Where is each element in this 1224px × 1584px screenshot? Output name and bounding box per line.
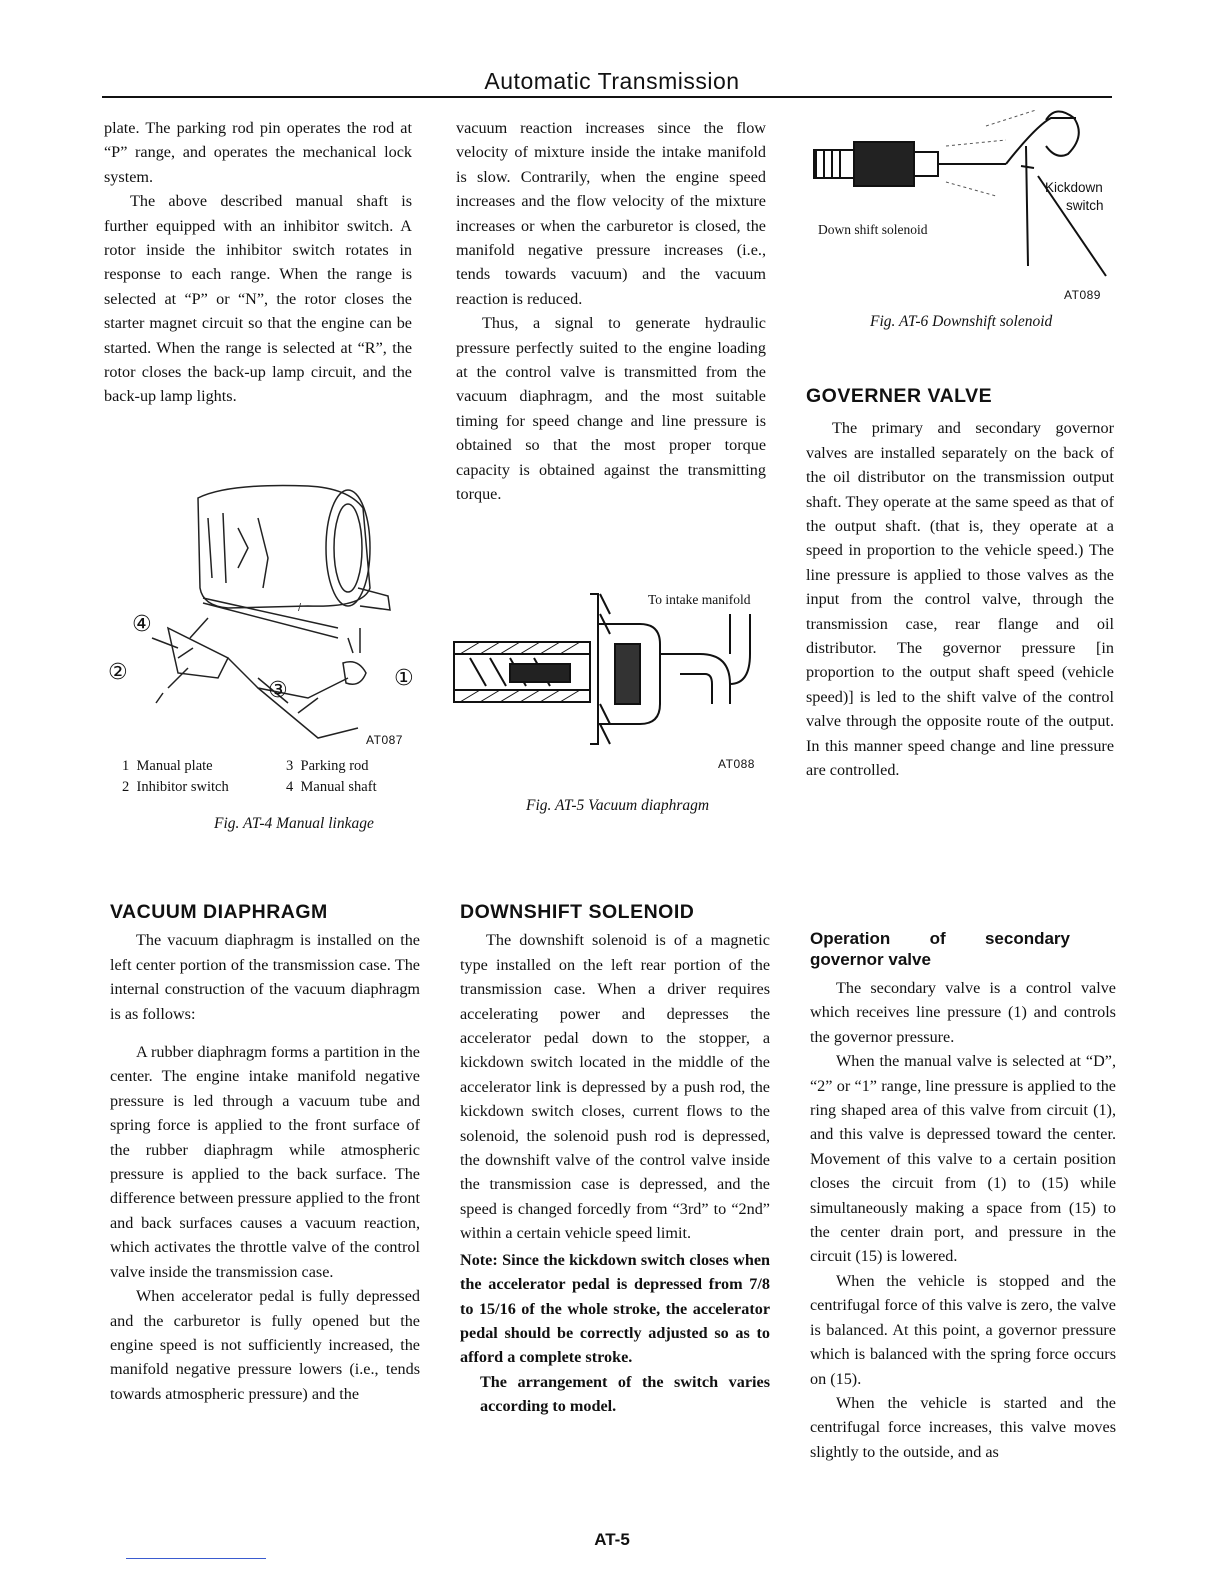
paragraph: vacuum reaction increases since the flow velocity of mixture inside the intake manifold is slow. Contrarily, when the engine speed increases and the flow velocity of the mixture increases or when the carburetor is closed, the manifold negative pressure increases (i.e., tends towards vacuum) and the vacuum reaction is reduced. [456, 119, 766, 308]
paragraph: When the vehicle is stopped and the centrifugal force of this valve is zero, the valve is balanced. At this point, a governor pressure which is balanced with the spring force occurs on (15). [810, 1271, 1116, 1388]
legend-item: 2 Inhibitor switch [122, 779, 229, 795]
label-to-intake-manifold: To intake manifold [648, 592, 751, 607]
paragraph: When accelerator pedal is fully depressed and the carburetor is fully opened but the engine speed is not sufficiently increased, the manifold negative pressure lowers (i.e., tends towards atmospheric pressure) and the [110, 1287, 420, 1403]
section-downshift-solenoid [460, 900, 770, 1419]
callout-2: ② [108, 659, 128, 684]
callout-3: ③ [268, 677, 288, 702]
figure-legend [122, 756, 450, 798]
header-rule [102, 96, 1112, 98]
subsection-secondary-governor [810, 928, 1116, 1464]
legend-row [122, 777, 450, 798]
legend-item: 4 Manual shaft [286, 779, 377, 795]
page-number: AT-5 [594, 1530, 630, 1549]
figure-manual-linkage [108, 478, 418, 748]
label-downshift-solenoid: Down shift solenoid [818, 222, 928, 237]
section-heading: GOVERNER VALVE [806, 385, 993, 407]
paragraph: The primary and secondary governor valves are installed separately on the back of the oil distributor on the transmission output shaft. They operate at the same speed as that of the output shaft. (that is, they operate at a speed in proportion to the vehicle speed.) The line pressure is applied to those valves as the input from the control valve, through the transmission case, rear flange and oil distributor. The governor pressure [in proportion to the output shaft speed (vehicle speed)] is led to the shift valve of the control valve through the opposite route of the output. In this manner speed change and line pressure are controlled. [806, 419, 1114, 780]
col1-top-text [104, 116, 412, 409]
paragraph: The vacuum diaphragm is installed on the left center portion of the transmission case. The internal construction of the vacuum diaphragm is as follows: [110, 931, 420, 1023]
paragraph: The above described manual shaft is further equipped with an inhibitor switch. A rotor inside the inhibitor switch rotates in response to each range. When the range is selected at “P” or “N”, the rotor closes the starter magnet circuit so that the engine can be started. When the range is selected at “R”, the rotor closes the back-up lamp circuit, and the back-up lamp lights. [104, 192, 412, 406]
section-heading: VACUUM DIAPHRAGM [110, 901, 328, 923]
note-paragraph [460, 1248, 770, 1370]
paragraph: The secondary valve is a control valve which receives line pressure (1) and controls the governor pressure. [810, 979, 1116, 1046]
note-label: Note: [460, 1250, 498, 1269]
legend-item: 1 Manual plate [122, 758, 213, 774]
section-vacuum-diaphragm [110, 900, 420, 1406]
figure-vacuum-diaphragm [450, 584, 780, 754]
callout-1: ① [394, 665, 414, 690]
section-governer-valve [806, 384, 1114, 783]
figure-code: AT088 [718, 757, 755, 771]
paragraph: Thus, a signal to generate hydraulic pressure perfectly suited to the engine loading at the control valve is transmitted from the vacuum diaphragm, and the most suitable timing for speed change and line pressure is obtained so that the most proper torque capacity is obtained against the transmitting torque. [456, 314, 766, 504]
paragraph: The downshift solenoid is of a magnetic type installed on the left rear portion of the transmission case. When a driver requires accelerating power and depresses the accelerator pedal down to the stopper, a kickdown switch located in the middle of the accelerator link is depressed by a push rod, the kickdown switch closes, current flows to the solenoid, the solenoid push rod is depressed, the downshift valve of the control valve inside the transmission case is depressed, and the speed is changed forcedly from “3rd” to “2nd” within a certain vehicle speed limit. [460, 931, 770, 1243]
figure-code: AT087 [366, 733, 403, 747]
paragraph: plate. The parking rod pin operates the rod at “P” range, and operates the mechanical lock system. [104, 119, 412, 186]
subsection-heading: Operation of secondary governor valve [810, 929, 1070, 969]
paragraph: When the vehicle is started and the centrifugal force increases, this valve moves slightly to the outside, and as [810, 1393, 1116, 1461]
col2-top-text [456, 116, 766, 507]
footer-rule [126, 1558, 266, 1559]
legend-item: 3 Parking rod [286, 758, 369, 774]
label-kickdown: Kickdown [1045, 180, 1103, 195]
paragraph: A rubber diaphragm forms a partition in the center. The engine intake manifold negative pressure is led through a vacuum tube and spring force is applied to the front surface of the rubber diaphragm while atmospheric pressure is applied to the back surface. The difference between pressure applied to the front and back surfaces causes a vacuum reaction, which activates the throttle valve of the control valve inside the transmission case. [110, 1043, 420, 1281]
label-switch: switch [1066, 198, 1104, 213]
legend-row [122, 756, 450, 777]
svg-text:/: / [298, 602, 302, 614]
figure-caption: Fig. AT-4 Manual linkage [214, 815, 374, 832]
paragraph: When the manual valve is selected at “D”, “2” or “1” range, line pressure is applied to the ring shaped area of this valve from circuit (1), and this valve is depressed toward the center. Movement of this valve to a certain position closes the circuit from (1) to (15) while simultaneously making a space from (15) to the center drain port, and pressure in the circuit (15) is lowered. [810, 1052, 1116, 1266]
figure-code: AT089 [1064, 288, 1101, 302]
vacuum-diaphragm-drawing [450, 584, 780, 754]
manual-linkage-drawing [108, 478, 418, 748]
callout-4: ④ [132, 611, 152, 636]
note-paragraph: The arrangement of the switch varies according to model. [480, 1372, 770, 1416]
figure-caption: Fig. AT-5 Vacuum diaphragm [526, 797, 710, 814]
section-heading: DOWNSHIFT SOLENOID [460, 901, 695, 923]
figure-caption: Fig. AT-6 Downshift solenoid [870, 313, 1053, 330]
note-text: Since the kickdown switch closes when the accelerator pedal is depressed from 7/8 to 15/16 of the whole stroke, the accelerator pedal should be correctly adjusted so as to afford a complete stroke. [460, 1250, 771, 1367]
page-header-title: Automatic Transmission [484, 68, 740, 94]
